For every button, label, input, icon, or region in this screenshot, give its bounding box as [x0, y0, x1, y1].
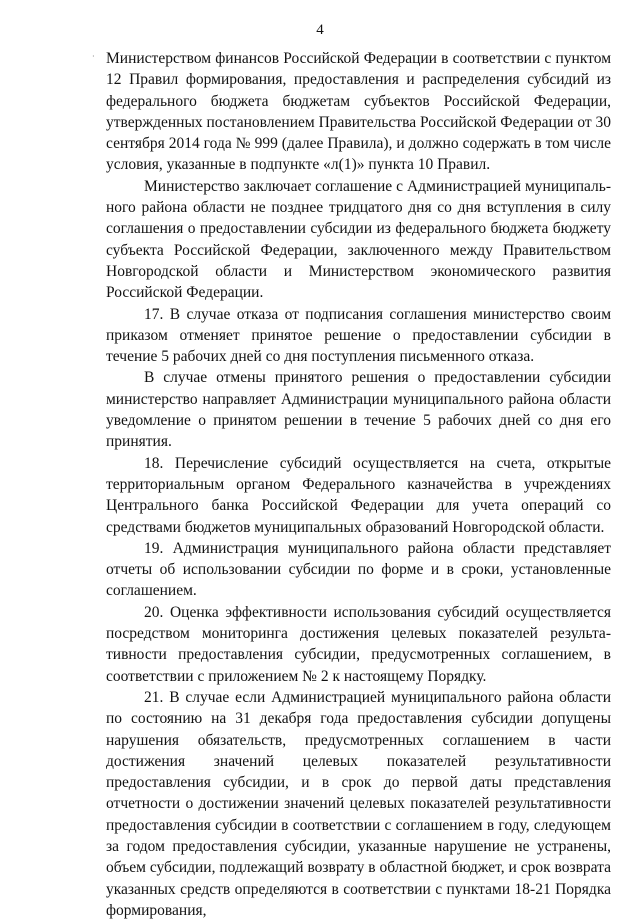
paragraph-18: 18. Перечисление субсидий осуществляется на счета, открытые территориальным органом Федерального казначейства в учреждениях Центрального банка Российской Федерации для учета операций со средствами бюджетов муниципальных образований Новгородской области.: [106, 454, 611, 536]
paragraph-agreement: Министерство заключает соглашение с Администрацией муниципального района области не позднее тридцатого дня со дня вступления в силу соглашения о предоставлении субсидии из федерального бюджета бюджету субъекта Российской Федерации, заключенного между Правительством Новгородской области и Министерством экономического развития Российской Федерации.: [106, 177, 611, 302]
margin-mark: ·: [92, 52, 95, 61]
page-number: 4: [316, 22, 324, 38]
paragraph-19: 19. Администрация муниципального района области представляет отчеты об использовании субсидии по форме и в сроки, установленные соглашением.: [106, 539, 611, 600]
paragraph-cancellation: В случае отмены принятого решения о предоставлении субсидии министерство направляет Администрации муниципального района области уведомление о принятом решении в течение 5 рабочих дней со дня его принятия.: [106, 369, 611, 451]
paragraph-20: 20. Оценка эффективности использования субсидий осуществляется посредством мониторинга достижения целевых показателей результативности предоставления субсидии, предусмотренных соглашением, в соответствии с приложением № 2 к настоящему Порядку.: [106, 603, 611, 685]
paragraph-21: 21. В случае если Администрацией муниципального района области по состоянию на 31 декабря года предоставления субсидии допущены нарушения обязательств, предусмотренных соглашением в части достижения значений целевых показателей результативности предоставления субсидии, и в срок до первой даты представления отчетности о достижении значений целевых показателей результативности предоставления субсидии в соответствии с соглашением в году, следующем за годом предоставления субсидии, указанные нарушение не устранены, объем субсидии, подлежащий возврату в областной бюджет, и срок возврата указанных средств определяются в соответствии с пунктами 18-21 Порядка формирования,: [106, 688, 611, 919]
paragraph-continuation: Министерством финансов Российской Федерации в соответствии с пунктом 12 Правил формирования, предоставления и распределения субсидий из федерального бюджета бюджетам субъектов Российской Федерации, утвержденных постановлением Правительства Российской Федерации от 30 сентября 2014 года № 999 (далее Правила), и должно содержать в том числе условия, указанные в подпункте «л(1)» пункта 10 Правил.: [106, 50, 612, 174]
document-body: [106, 48, 611, 921]
paragraph-17: 17. В случае отказа от подписания соглашения министерство своим приказом отменяет принятое решение о предоставлении субсидии в течение 5 рабочих дней со дня поступления письменного отказа.: [106, 305, 611, 366]
